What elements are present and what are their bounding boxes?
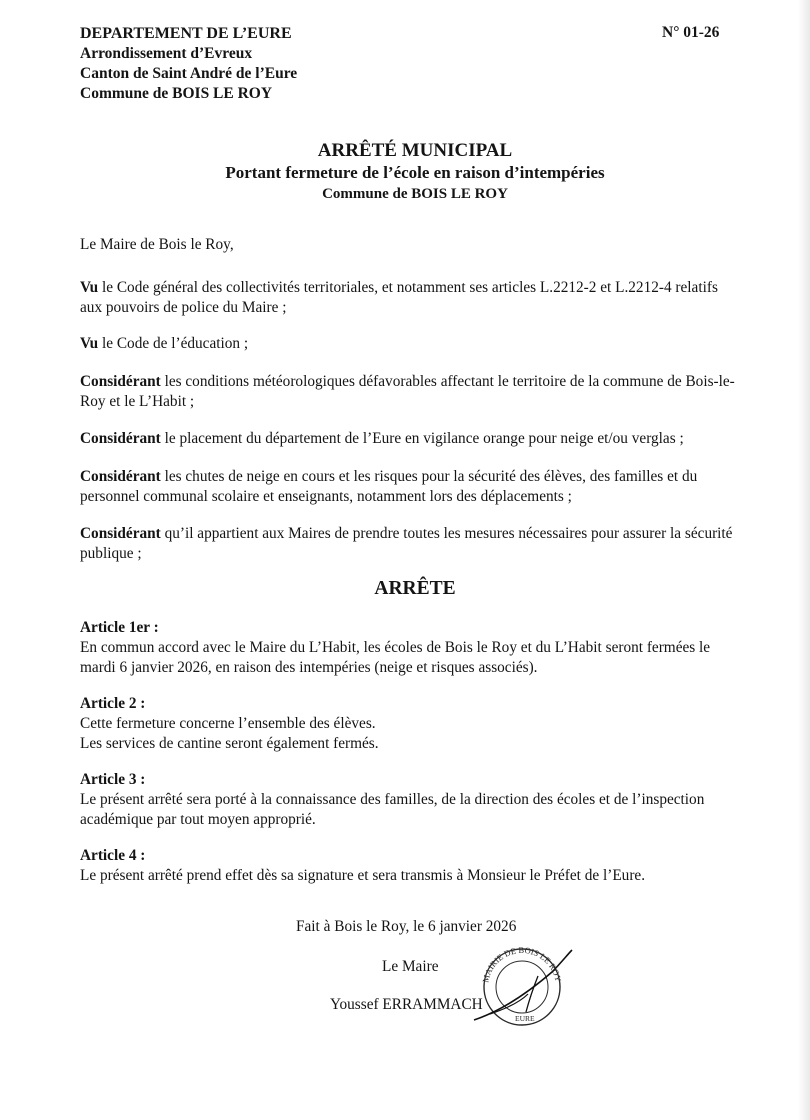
article-line: Les services de cantine seront également fermés. bbox=[80, 735, 379, 752]
item-text: le placement du département de l’Eure en vigilance orange pour neige et/ou verglas ; bbox=[160, 430, 684, 447]
item-lead: Vu bbox=[80, 335, 99, 352]
article bbox=[80, 770, 740, 830]
article bbox=[80, 618, 740, 678]
item-text: les conditions météorologiques défavorables affectant le territoire de la commune de Bois-le-Roy et le L’Habit ; bbox=[80, 373, 735, 410]
preamble-item bbox=[80, 467, 740, 507]
article-title: Article 1er : bbox=[80, 619, 159, 636]
signature-stroke bbox=[474, 950, 572, 1020]
item-text: le Code de l’éducation ; bbox=[98, 335, 249, 352]
article-title: Article 3 : bbox=[80, 771, 146, 788]
item-text: les chutes de neige en cours et les risques pour la sécurité des élèves, des familles et du personnel communal scolaire et enseignants, notamment lors des déplacements ; bbox=[80, 468, 698, 505]
mairie-stamp bbox=[468, 942, 578, 1032]
article-line: Le présent arrêté prend effet dès sa signature et sera transmis à Monsieur le Préfet de l’Eure. bbox=[80, 867, 646, 884]
item-text: qu’il appartient aux Maires de prendre toutes les mesures nécessaires pour assurer la sécurité publique ; bbox=[80, 525, 733, 562]
header-arrondissement: Arrondissement d’Evreux bbox=[80, 45, 253, 62]
item-lead: Considérant bbox=[80, 373, 161, 390]
article-line: En commun accord avec le Maire du L’Habit, les écoles de Bois le Roy et du L’Habit seront fermées le mardi 6 janvier 2026, en raison des intempéries (neige et risques associés). bbox=[80, 639, 711, 676]
item-lead: Vu bbox=[80, 279, 99, 296]
arrete-heading: ARRÊTE bbox=[374, 578, 456, 599]
item-lead: Considérant bbox=[80, 468, 161, 485]
header-canton: Canton de Saint André de l’Eure bbox=[80, 65, 298, 82]
document-header bbox=[80, 24, 297, 104]
preamble-item bbox=[80, 372, 740, 412]
preamble-item bbox=[80, 334, 740, 354]
header-commune: Commune de BOIS LE ROY bbox=[80, 85, 273, 102]
document-subtitle: Portant fermeture de l’école en raison d’intempéries bbox=[225, 163, 605, 182]
preamble-item bbox=[80, 524, 740, 564]
article-line: Le présent arrêté sera porté à la connaissance des familles, de la direction des écoles et de l’inspection académique par tout moyen approprié. bbox=[80, 791, 705, 828]
article-title: Article 2 : bbox=[80, 695, 146, 712]
signatory-role: Le Maire bbox=[382, 958, 439, 975]
article-title: Article 4 : bbox=[80, 847, 146, 864]
place-date: Fait à Bois le Roy, le 6 janvier 2026 bbox=[296, 918, 517, 935]
preamble-intro bbox=[80, 235, 740, 255]
intro-text: Le Maire de Bois le Roy, bbox=[80, 236, 234, 253]
arrete-number: N° 01-26 bbox=[662, 24, 720, 41]
preamble-item bbox=[80, 429, 740, 449]
item-lead: Considérant bbox=[80, 430, 161, 447]
document-subtitle-commune: Commune de BOIS LE ROY bbox=[322, 186, 508, 202]
header-departement: DEPARTEMENT DE L’EURE bbox=[80, 25, 292, 42]
article-line: Cette fermeture concerne l’ensemble des élèves. bbox=[80, 715, 376, 732]
item-lead: Considérant bbox=[80, 525, 161, 542]
signatory-name: Youssef ERRAMMACH bbox=[330, 996, 483, 1013]
preamble-item bbox=[80, 278, 740, 318]
article bbox=[80, 846, 740, 886]
document-title: ARRÊTÉ MUNICIPAL bbox=[317, 140, 513, 161]
stamp-bottom-text: EURE bbox=[515, 1014, 535, 1023]
article bbox=[80, 694, 740, 754]
item-text: le Code général des collectivités territoriales, et notamment ses articles L.2212-2 et L.2212-4 relatifs aux pouvoirs de police du Maire ; bbox=[80, 279, 718, 316]
stamp-arc-text: MAIRIE DE BOIS LE ROY bbox=[480, 944, 564, 984]
